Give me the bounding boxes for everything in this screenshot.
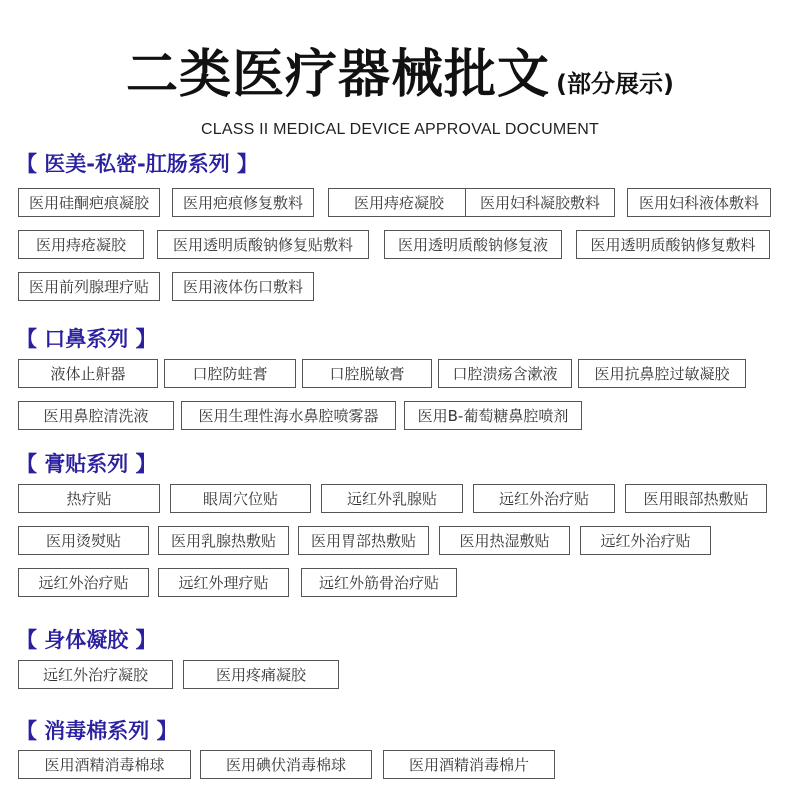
product-tag: 医用透明质酸钠修复敷料 <box>576 230 770 259</box>
product-tag: 医用硅酮疤痕凝胶 <box>18 188 160 217</box>
product-tag: 医用疤痕修复敷料 <box>172 188 314 217</box>
tag-row <box>16 272 786 303</box>
section-title: 【 医美-私密-肛肠系列 】 <box>16 152 259 176</box>
page-subtitle: CLASS II MEDICAL DEVICE APPROVAL DOCUMENT <box>201 121 599 138</box>
product-tag: 远红外治疗凝胶 <box>18 660 173 689</box>
product-tag: 医用痔疮凝胶 <box>328 188 470 217</box>
title-line <box>0 32 800 107</box>
tag-row <box>16 359 786 390</box>
product-tag: 热疗贴 <box>18 484 160 513</box>
product-tag: 远红外治疗贴 <box>580 526 711 555</box>
tag-row <box>16 660 786 691</box>
product-tag: 医用透明质酸钠修复液 <box>384 230 562 259</box>
product-tag: 口腔脱敏膏 <box>302 359 432 388</box>
section-aesthetic-private-anorectal <box>16 150 786 314</box>
product-tag: 医用乳腺热敷贴 <box>158 526 289 555</box>
section-title: 【 身体凝胶 】 <box>16 628 157 652</box>
product-tag: 医用胃部热敷贴 <box>298 526 429 555</box>
page-title: 二类医疗器械批文 <box>126 45 551 105</box>
product-tag: 医用妇科凝胶敷料 <box>465 188 615 217</box>
product-tag: 医用抗鼻腔过敏凝胶 <box>578 359 746 388</box>
tag-row <box>16 230 786 261</box>
product-tag: 口腔防蛀膏 <box>164 359 296 388</box>
product-tag: 液体止鼾器 <box>18 359 158 388</box>
product-tag: 医用B-葡萄糖鼻腔喷剂 <box>404 401 582 430</box>
product-tag: 医用疼痛凝胶 <box>183 660 339 689</box>
tag-row <box>16 568 786 599</box>
product-tag: 医用眼部热敷贴 <box>625 484 767 513</box>
product-tag: 医用生理性海水鼻腔喷雾器 <box>181 401 396 430</box>
product-tag: 医用妇科液体敷料 <box>627 188 771 217</box>
product-tag: 远红外治疗贴 <box>18 568 149 597</box>
tag-row <box>16 750 786 781</box>
section-body-gels <box>16 626 786 702</box>
section-title: 【 膏贴系列 】 <box>16 452 157 476</box>
tag-row <box>16 484 786 515</box>
tag-row <box>16 401 786 432</box>
product-tag: 医用酒精消毒棉片 <box>383 750 555 779</box>
section-disinfectant-cotton <box>16 717 786 792</box>
product-tag: 医用透明质酸钠修复贴敷料 <box>157 230 369 259</box>
tag-row <box>16 526 786 557</box>
product-tag: 远红外乳腺贴 <box>321 484 463 513</box>
product-tag: 医用鼻腔清洗液 <box>18 401 174 430</box>
section-title: 【 消毒棉系列 】 <box>16 719 178 743</box>
product-tag: 医用碘伏消毒棉球 <box>200 750 372 779</box>
product-tag: 口腔溃疡含漱液 <box>438 359 572 388</box>
product-tag: 远红外筋骨治疗贴 <box>301 568 457 597</box>
product-tag: 远红外治疗贴 <box>473 484 615 513</box>
product-tag: 医用酒精消毒棉球 <box>18 750 191 779</box>
page-title-suffix: (部分展示) <box>556 70 674 98</box>
tag-row <box>16 188 786 219</box>
product-tag: 医用前列腺理疗贴 <box>18 272 160 301</box>
product-tag: 医用痔疮凝胶 <box>18 230 144 259</box>
product-tag: 远红外理疗贴 <box>158 568 289 597</box>
header <box>0 32 800 139</box>
section-plasters <box>16 450 786 610</box>
section-title: 【 口鼻系列 】 <box>16 327 157 351</box>
product-tag: 眼周穴位贴 <box>170 484 311 513</box>
product-tag: 医用液体伤口敷料 <box>172 272 314 301</box>
section-oral-nasal <box>16 325 786 443</box>
product-tag: 医用热湿敷贴 <box>439 526 570 555</box>
product-tag: 医用烫熨贴 <box>18 526 149 555</box>
